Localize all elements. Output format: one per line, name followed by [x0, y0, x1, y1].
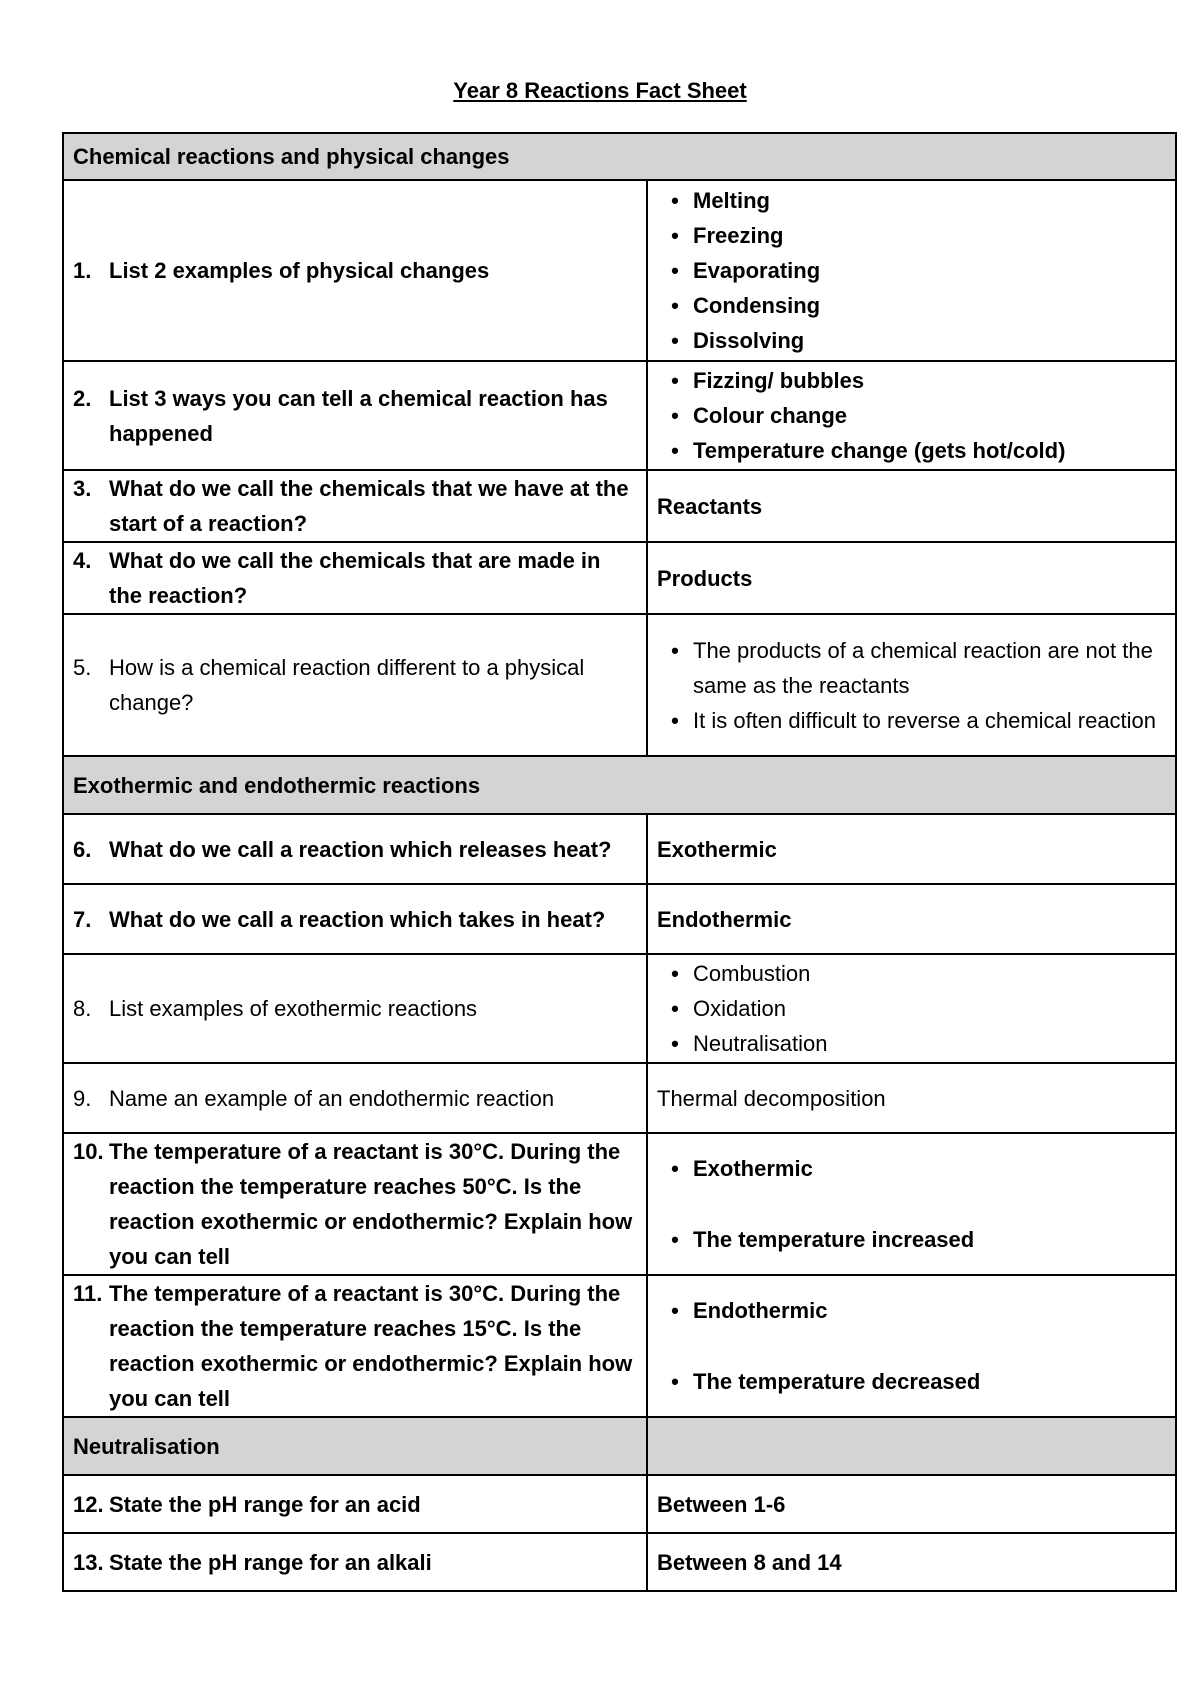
list-item [657, 703, 1166, 738]
question-cell [63, 180, 647, 361]
answer-cell: Endothermic [647, 884, 1176, 954]
question-text: What do we call the chemicals that are made in the reaction? [109, 548, 601, 608]
list-item [657, 218, 1166, 253]
answer-cell [647, 361, 1176, 470]
answer-text: Dissolving [693, 328, 805, 353]
question-cell [63, 1275, 647, 1417]
answer-cell: Between 1-6 [647, 1475, 1176, 1533]
bullet-icon: • [671, 1156, 679, 1181]
question-number: 2. [73, 385, 92, 411]
question-text: List 2 examples of physical changes [109, 258, 490, 283]
answer-text: Freezing [693, 223, 784, 248]
question-number: 8. [73, 996, 92, 1021]
bullet-icon: • [671, 707, 679, 733]
question-cell [63, 954, 647, 1063]
question-number: 4. [73, 548, 92, 573]
table-row-q7 [63, 884, 1176, 954]
bullet-icon: • [671, 961, 679, 986]
answer-text: Temperature change (gets hot/cold) [693, 438, 1066, 463]
question-number: 12. [73, 1491, 104, 1517]
question-text: State the pH range for an acid [109, 1491, 421, 1517]
list-item [657, 323, 1166, 358]
question-text: What do we call a reaction which takes in heat? [109, 906, 606, 932]
bullet-icon: • [671, 1227, 679, 1252]
question-number: 5. [73, 655, 92, 680]
bullet-icon: • [671, 328, 679, 353]
list-item [657, 633, 1166, 703]
bullet-icon: • [671, 403, 679, 428]
list-item [657, 253, 1166, 288]
list-item [657, 1151, 1166, 1186]
answer-text: It is often difficult to reverse a chemical reaction [693, 707, 1157, 733]
bullet-icon: • [671, 188, 679, 213]
bullet-icon: • [671, 1031, 679, 1056]
bullet-icon: • [671, 1298, 679, 1323]
answer-text: Neutralisation [693, 1031, 828, 1056]
answer-text: The temperature decreased [693, 1369, 981, 1394]
table-row-q10 [63, 1133, 1176, 1275]
question-cell [63, 1063, 647, 1133]
table-row-q2 [63, 361, 1176, 470]
answer-cell [647, 1275, 1176, 1417]
question-number: 6. [73, 836, 92, 862]
answer-text: Combustion [693, 961, 811, 986]
page-title: Year 8 Reactions Fact Sheet [453, 78, 747, 103]
section-header-neutralisation [63, 1417, 1176, 1475]
table-row-q3 [63, 470, 1176, 542]
table-row-q9 [63, 1063, 1176, 1133]
list-item [657, 991, 1166, 1026]
answer-cell [647, 954, 1176, 1063]
question-number: 1. [73, 258, 92, 283]
table-row-q1 [63, 180, 1176, 361]
section-heading: Chemical reactions and physical changes [63, 133, 1176, 180]
table-row-q6 [63, 814, 1176, 884]
question-text: List examples of exothermic reactions [109, 996, 478, 1021]
question-number: 10. [73, 1139, 104, 1164]
bullet-icon: • [671, 258, 679, 283]
question-text: Name an example of an endothermic reaction [109, 1085, 555, 1111]
list-item [657, 363, 1166, 398]
bullet-icon: • [671, 293, 679, 318]
question-number: 7. [73, 906, 92, 932]
table-row-q12 [63, 1475, 1176, 1533]
answer-text: Evaporating [693, 258, 821, 283]
question-text: The temperature of a reactant is 30°C. During the reaction the temperature reaches 50°C. Is the reaction exothermic or endothermic? Explain how you can tell [109, 1139, 633, 1269]
question-cell [63, 1133, 647, 1275]
answer-cell: Thermal decomposition [647, 1063, 1176, 1133]
list-item [657, 183, 1166, 218]
answer-cell [647, 614, 1176, 756]
question-cell [63, 470, 647, 542]
answer-text: Fizzing/ bubbles [693, 368, 865, 393]
list-item [657, 956, 1166, 991]
bullet-icon: • [671, 438, 679, 463]
bullet-icon: • [671, 368, 679, 393]
question-cell [63, 884, 647, 954]
answer-text: Melting [693, 188, 770, 213]
list-item [657, 433, 1166, 468]
question-cell [63, 542, 647, 614]
table-row-q4 [63, 542, 1176, 614]
bullet-icon: • [671, 996, 679, 1021]
question-text: What do we call the chemicals that we have at the start of a reaction? [109, 476, 629, 536]
answer-text: Condensing [693, 293, 821, 318]
table-row-q8 [63, 954, 1176, 1063]
section-heading: Exothermic and endothermic reactions [63, 756, 1176, 814]
table-row-q5 [63, 614, 1176, 756]
answer-cell: Exothermic [647, 814, 1176, 884]
question-text: What do we call a reaction which releases heat? [109, 836, 612, 862]
question-text: List 3 ways you can tell a chemical reaction has happened [109, 385, 608, 446]
question-cell [63, 361, 647, 470]
list-item [657, 1026, 1166, 1061]
table-row-q13 [63, 1533, 1176, 1591]
answer-cell [647, 1133, 1176, 1275]
question-cell [63, 1533, 647, 1591]
section-heading-empty [647, 1417, 1176, 1475]
question-number: 13. [73, 1549, 104, 1575]
section-header-chemical-physical [63, 133, 1176, 180]
list-item [657, 1222, 1166, 1257]
answer-text: The products of a chemical reaction are not the same as the reactants [693, 637, 1153, 698]
list-item [657, 1364, 1166, 1399]
answer-text: The temperature increased [693, 1227, 975, 1252]
answer-text: Endothermic [693, 1298, 828, 1323]
answer-cell [647, 180, 1176, 361]
question-text: State the pH range for an alkali [109, 1549, 432, 1575]
question-text: How is a chemical reaction different to a physical change? [109, 655, 585, 715]
question-text: The temperature of a reactant is 30°C. During the reaction the temperature reaches 15°C. Is the reaction exothermic or endothermic? Explain how you can tell [109, 1281, 633, 1411]
section-header-exo-endo [63, 756, 1176, 814]
list-item [657, 288, 1166, 323]
bullet-icon: • [671, 223, 679, 248]
list-item [657, 398, 1166, 433]
answer-cell: Reactants [647, 470, 1176, 542]
answer-cell: Products [647, 542, 1176, 614]
table-row-q11 [63, 1275, 1176, 1417]
section-heading: Neutralisation [63, 1417, 647, 1475]
answer-text: Colour change [693, 403, 848, 428]
bullet-icon: • [671, 637, 679, 663]
question-cell [63, 614, 647, 756]
answer-cell: Between 8 and 14 [647, 1533, 1176, 1591]
question-number: 9. [73, 1085, 92, 1111]
answer-text: Exothermic [693, 1156, 813, 1181]
question-number: 3. [73, 476, 92, 501]
question-cell [63, 1475, 647, 1533]
answer-text: Oxidation [693, 996, 786, 1021]
list-item [657, 1293, 1166, 1328]
fact-sheet-table [62, 132, 1177, 1592]
question-number: 11. [73, 1281, 103, 1306]
bullet-icon: • [671, 1369, 679, 1394]
question-cell [63, 814, 647, 884]
